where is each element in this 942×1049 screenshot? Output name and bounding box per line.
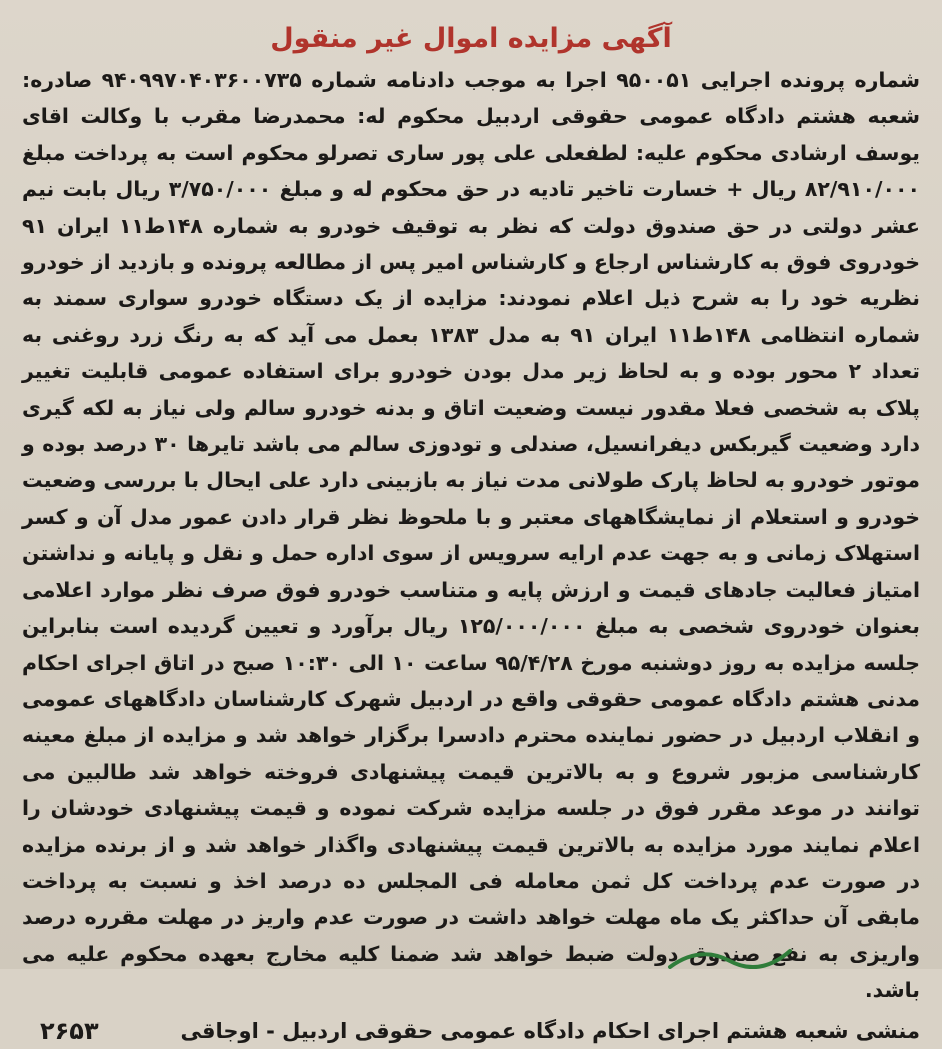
notice-footer <box>22 1013 920 1049</box>
notice-signature: منشی شعبه هشتم اجرای احکام دادگاه عمومی حقوقی اردبیل - اوجاقی <box>180 1018 920 1043</box>
notice-title: آگهی مزایده اموال غیر منقول <box>270 23 672 54</box>
pen-mark-icon <box>660 939 800 969</box>
ad-number: ۲۶۵۳ <box>40 1016 99 1045</box>
notice-body: شماره پرونده اجرایی ۹۵۰۰۵۱ اجرا به موجب دادنامه شماره ۹۴۰۹۹۷۰۴۰۳۶۰۰۷۳۵ صادره: شعبه هشتم دادگاه عمومی حقوقی اردبیل محکوم له: محمدرضا مقرب با وکالت اقای یوسف ارشادی محکوم علیه: لطفعلی علی پور ساری تصرلو محکوم است به پرداخت مبلغ ۸۲/۹۱۰/۰۰۰ ریال + خسارت تاخیر تادیه در حق محکوم له و مبلغ ۳/۷۵۰/۰۰۰ ریال بابت نیم عشر دولتی در حق صندوق دولت که نظر به توقیف خودرو به شماره ۱۴۸ط۱۱ ایران ۹۱ خودروی فوق به کارشناس ارجاع و کارشناس امیر پس از مطالعه پرونده و بازدید از خودرو نظریه خود را به شرح ذیل اعلام نمودند: مزایده از یک دستگاه خودرو سواری سمند به شماره انتظامی ۱۴۸ط۱۱ ایران ۹۱ به مدل ۱۳۸۳ بعمل می آید که به رنگ زرد روغنی به تعداد ۲ محور بوده و به لحاظ زیر مدل بودن خودرو برای استفاده عمومی قابلیت تغییر پلاک به شخصی فعلا مقدور نیست وضعیت اتاق و بدنه خودرو سالم ولی نیاز به لکه گیری دارد وضعیت گیربکس دیفرانسیل، صندلی و تودوزی سالم می باشد تایرها ۳۰ درصد بوده و موتور خودرو به لحاظ پارک طولانی مدت نیاز به بازبینی دارد علی ایحال با بررسی وضعیت خودرو و استعلام از نمایشگاههای معتبر و با ملحوظ نظر قرار دادن عمور مدل آن و کسر استهلاک زمانی و به جهت عدم ارایه سرویس از سوی اداره حمل و نقل و پایانه و نداشتن امتیاز فعالیت جادهای قیمت و ارزش پایه و متناسب خودرو فوق صرف نظر موارد اعلامی بعنوان خودروی شخصی به مبلغ ۱۲۵/۰۰۰/۰۰۰ ریال برآورد و تعیین گردیده است بنابراین جلسه مزایده به روز دوشنبه مورخ ۹۵/۴/۲۸ ساعت ۱۰ الی ۱۰:۳۰ صبح در اتاق اجرای احکام مدنی هشتم دادگاه عمومی حقوقی واقع در اردبیل شهرک کارشناسان دادگاههای عمومی و انقلاب اردبیل در حضور نماینده محترم دادسرا برگزار خواهد شد و مزایده از مبلغ معینه کارشناسی مزبور شروع و به بالاترین قیمت پیشنهادی فروخته خواهد شد طالبین می توانند در موعد مقرر فوق در جلسه مزایده شرکت نموده و قیمت پیشنهادی خودشان را اعلام نمایند مورد مزایده به بالاترین قیمت پیشنهادی واگذار خواهد شد و از برنده مزایده در صورت عدم پرداخت کل ثمن معامله فی المجلس ده درصد اخذ و نسبت به پرداخت مابقی آن حداکثر یک ماه مهلت خواهد داشت در صورت عدم واریز در مهلت مقرره درصد واریزی به نفع صندوق دولت ضبط خواهد شد ضمنا کلیه مخارج بعهده محکوم علیه می باشد. <box>22 68 920 1003</box>
